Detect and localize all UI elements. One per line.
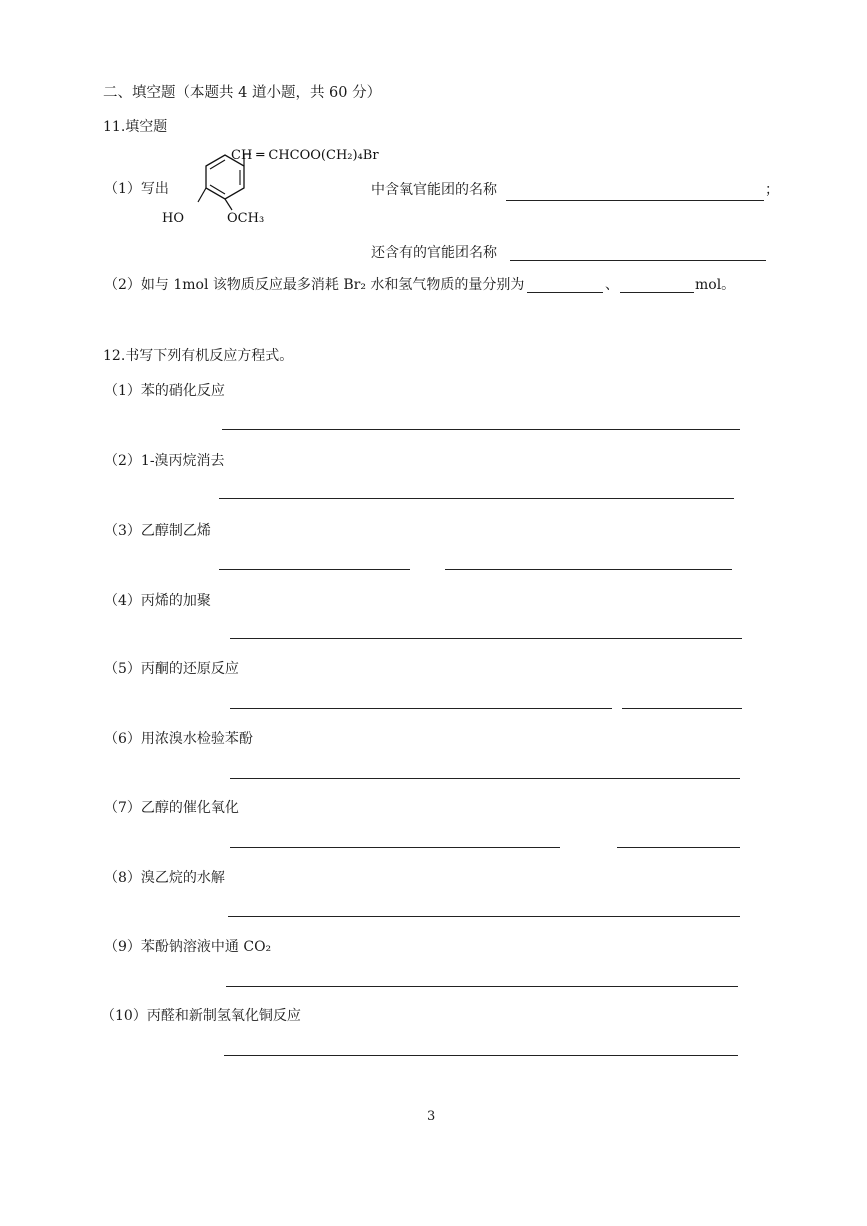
page-number: 3 bbox=[427, 1109, 436, 1124]
answer-blank-oxygen-groups[interactable] bbox=[506, 200, 764, 201]
q12-item-8: （8）溴乙烷的水解 bbox=[104, 870, 225, 886]
q11-part1-prefix: （1）写出 bbox=[104, 181, 169, 197]
separator: 、 bbox=[605, 277, 619, 293]
answer-line-6[interactable] bbox=[230, 778, 740, 779]
q11-title: 11.填空题 bbox=[103, 119, 168, 135]
unit-mol: mol。 bbox=[695, 277, 736, 293]
q11-part2-text: （2）如与 1mol 该物质反应最多消耗 Br₂ 水和氢气物质的量分别为 bbox=[104, 277, 525, 293]
answer-line-3b[interactable] bbox=[445, 569, 732, 570]
answer-line-8[interactable] bbox=[228, 916, 740, 917]
semicolon: ； bbox=[765, 182, 779, 198]
answer-line-10[interactable] bbox=[224, 1055, 738, 1056]
och3-bond bbox=[225, 199, 232, 210]
q12-item-3: （3）乙醇制乙烯 bbox=[104, 523, 211, 539]
och3-label: OCH₃ bbox=[227, 211, 265, 226]
answer-line-5a[interactable] bbox=[230, 708, 612, 709]
q12-item-7: （7）乙醇的催化氧化 bbox=[104, 800, 239, 816]
ho-label: HO bbox=[162, 211, 184, 226]
answer-blank-br2[interactable] bbox=[527, 292, 603, 293]
q12-item-5: （5）丙酮的还原反应 bbox=[104, 661, 239, 677]
answer-blank-other-groups[interactable] bbox=[510, 260, 766, 261]
answer-line-7a[interactable] bbox=[230, 847, 560, 848]
answer-line-4[interactable] bbox=[230, 638, 742, 639]
q12-item-2: （2）1-溴丙烷消去 bbox=[104, 453, 225, 469]
answer-blank-h2[interactable] bbox=[620, 292, 694, 293]
q12-item-1: （1）苯的硝化反应 bbox=[104, 383, 225, 399]
q12-item-10: （10）丙醛和新制氢氧化铜反应 bbox=[101, 1008, 301, 1024]
q12-title: 12.书写下列有机反应方程式。 bbox=[103, 348, 294, 364]
ring-double-bond bbox=[210, 160, 225, 169]
other-groups-label: 还含有的官能团名称 bbox=[371, 245, 497, 261]
ring-double-bond bbox=[210, 185, 225, 194]
q12-item-6: （6）用浓溴水检验苯酚 bbox=[104, 731, 253, 747]
answer-line-7b[interactable] bbox=[617, 847, 740, 848]
answer-line-9[interactable] bbox=[226, 986, 738, 987]
answer-line-5b[interactable] bbox=[622, 708, 742, 709]
q12-item-9: （9）苯酚钠溶液中通 CO₂ bbox=[104, 939, 272, 955]
oh-bond bbox=[198, 188, 206, 202]
answer-line-1[interactable] bbox=[222, 429, 740, 430]
oxygen-groups-label: 中含氧官能团的名称 bbox=[371, 182, 497, 198]
answer-line-3a[interactable] bbox=[219, 569, 410, 570]
section-title: 二、填空题（本题共 4 道小题，共 60 分） bbox=[103, 85, 382, 101]
q12-item-4: （4）丙烯的加聚 bbox=[104, 593, 211, 609]
chain-label: CH ═ CHCOO(CH₂)₄Br bbox=[231, 148, 379, 163]
answer-line-2[interactable] bbox=[219, 498, 734, 499]
molecule-structure bbox=[160, 140, 400, 240]
